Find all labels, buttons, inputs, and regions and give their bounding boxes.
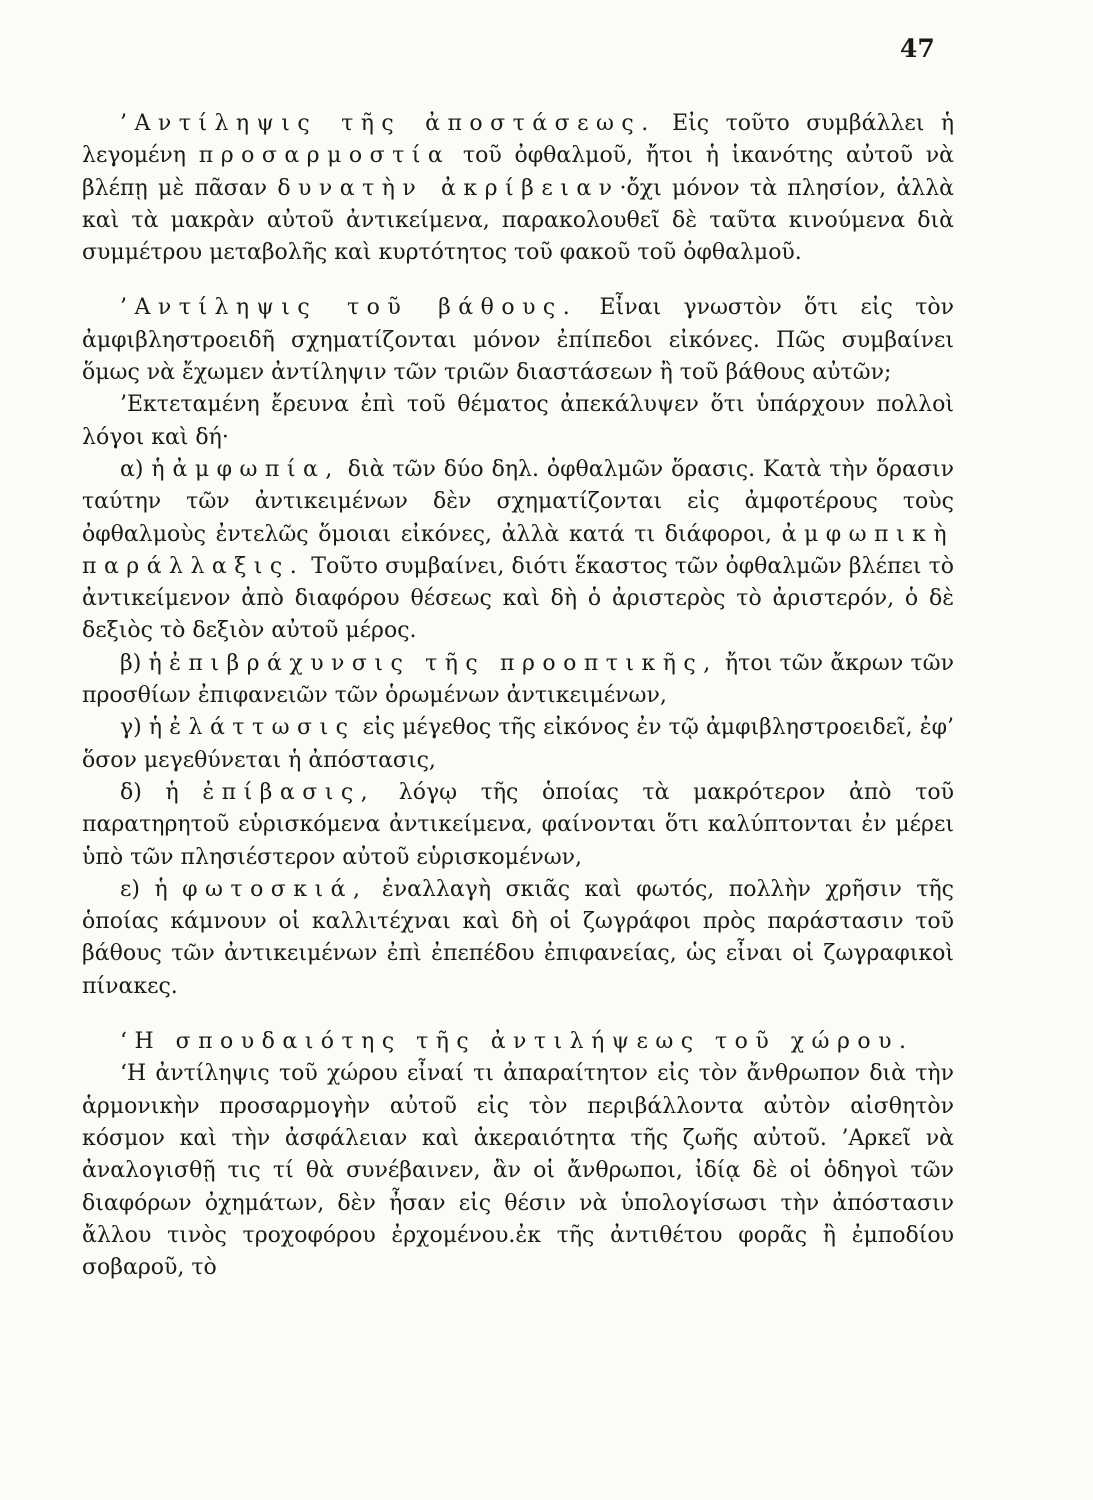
section-heading-importance	[82, 1026, 954, 1058]
text-run: ·ὄχι μόνον τὰ πλησίον, ἀλλὰ καὶ τὰ μακρὰν αὐτοῦ ἀντικείμενα, παρακολουθεῖ δὲ ταῦτα κινούμενα διὰ συμμέτρου μεταβολῆς καὶ κυρτότητος τοῦ φακοῦ τοῦ ὀφθαλμοῦ.	[82, 175, 954, 266]
emphasized-term: φωτοσκιά,	[182, 876, 368, 902]
text-run: λόγῳ τῆς ὁποίας τὰ μακρότερον ἀπὸ τοῦ παρατηρητοῦ εὑρισκόμενα ἀντικείμενα, φαίνονται ὅτι καλύπτονται ἐν μέρει ὑπὸ τῶν πλησιέστερον αὐτοῦ εὑρισκομένων,	[82, 779, 954, 870]
paragraph-depth	[82, 292, 954, 389]
section-heading-depth: ’Αντίληψις τοῦ βάθους.	[120, 295, 578, 321]
emphasized-term: ἐλάττωσις	[169, 715, 356, 741]
emphasized-term: ἀμφωπία,	[172, 456, 340, 482]
text-run: Τοῦτο συμβαίνει, διότι ἕκαστος τῶν ὀφθαλμῶν βλέπει τὸ ἀντικείμενον ἀπὸ διαφόρου θέσεως καὶ δὴ ὁ ἀριστερὸς τὸ ἀριστερόν, ὁ δὲ δεξιὸς τὸ δεξιὸν αὐτοῦ μέρος.	[82, 553, 954, 644]
paragraph-research: ’Εκτεταμένη ἔρευνα ἐπὶ τοῦ θέματος ἀπεκάλυψεν ὅτι ὑπάρχουν πολλοὶ λόγοι καὶ δή·	[82, 392, 954, 450]
text-run: τοῦ ὀφθαλμοῦ, ἤτοι ἡ ἱκανότης αὐτοῦ νὰ βλέπῃ μὲ πᾶσαν	[82, 143, 955, 201]
list-item-a	[82, 454, 954, 648]
item-prefix: β) ἡ	[120, 650, 170, 676]
paragraph-importance: ‘Η ἀντίληψις τοῦ χώρου εἶναί τι ἀπαραίτητον εἰς τὸν ἄνθρωπον διὰ τὴν ἁρμονικὴν προσαρμογὴν αὐτοῦ εἰς τὸν περιβάλλοντα αὐτὸν αἰσθητὸν κόσμον καὶ τὴν ἀσφάλειαν καὶ ἀκεραιότητα τῆς ζωῆς αὐτοῦ. ’Αρκεῖ νὰ ἀναλογισθῇ τις τί θὰ συνέβαινεν, ἂν οἱ ἄνθρωποι, ἰδίᾳ δὲ οἱ ὁδηγοὶ τῶν διαφόρων ὀχημάτων, δὲν ἦσαν εἰς θέσιν νὰ ὑπολογίσωσι τὴν ἀπόστασιν ἄλλου τινὸς τροχοφόρου ἐρχομένου.ἐκ τῆς ἀντιθέτου φορᾶς ἢ ἐμποδίου σοβαροῦ, τὸ	[82, 1061, 954, 1281]
list-item-e	[82, 874, 954, 1003]
list-item-d	[82, 777, 954, 874]
text-run: Εἶναι γνωστὸν ὅτι εἰς τὸν ἀμφιβληστροειδῆ σχηματίζονται μόνον ἐπίπεδοι εἰκόνες. Πῶς συμβαίνει ὅμως νὰ ἔχωμεν ἀντίληψιν τῶν τριῶν διαστάσεων ἢ τοῦ βάθους αὐτῶν;	[82, 295, 954, 386]
list-item-b	[82, 648, 954, 713]
text-run: Εἰς τοῦτο συμβάλλει ἡ λεγομένη	[82, 111, 954, 169]
text-run: ἐναλλαγὴ σκιᾶς καὶ φωτός, πολλὴν χρῆσιν τῆς ὁποίας κάμνουν οἱ καλλιτέχναι καὶ δὴ οἱ ζωγράφοι πρὸς παράστασιν τοῦ βάθους τῶν ἀντικειμένων ἐπὶ ἐπεπέδου ἐπιφανείας, ὡς εἶναι οἱ ζωγραφικοὶ πίνακες.	[82, 876, 954, 999]
emphasized-term: ἀμφωπικὴ παράλλαξις.	[82, 521, 954, 579]
section-heading-importance-text: ‘Η σπουδαιότης τῆς ἀντιλήψεως τοῦ χώρου.	[120, 1029, 914, 1055]
emphasized-term: ἐπίβασις,	[202, 779, 376, 805]
item-prefix: α) ἡ	[120, 456, 173, 482]
text-run: ἤτοι τῶν ἄκρων τῶν προσθίων ἐπιφανειῶν τῶν ὁρωμένων ἀντικειμένων,	[82, 650, 954, 709]
item-prefix: δ) ἡ	[120, 779, 203, 805]
emphasized-term: προσαρμοστία	[198, 143, 451, 169]
list-item-c	[82, 712, 954, 777]
text-run: διὰ τῶν δύο δηλ. ὀφθαλμῶν ὅρασις. Κατὰ τὴν ὅρασιν ταύτην τῶν ἀντικειμένων δὲν σχηματίζονται εἰς ἀμφοτέρους τοὺς ὀφθαλμοὺς ἐντελῶς ὅμοιαι εἰκόνες, ἀλλὰ κατά τι διάφοροι,	[82, 456, 954, 547]
emphasized-term: ἐπιβράχυνσις τῆς προοπτικῆς,	[169, 650, 718, 676]
page-number: 47	[900, 34, 935, 63]
emphasized-term: δυνατὴν ἀκρίβειαν	[277, 175, 620, 201]
text-run: εἰς μέγεθος τῆς εἰκόνος ἐν τῷ ἀμφιβληστροειδεῖ, ἐφ’ ὅσον μεγεθύνεται ἡ ἀπόστασις,	[82, 715, 954, 773]
item-prefix: γ) ἡ	[120, 715, 170, 741]
section-heading-distance: ’Αντίληψις τῆς ἀποστάσεως.	[120, 111, 656, 136]
paragraph-distance	[82, 108, 954, 269]
body-text	[82, 108, 954, 1284]
item-prefix: ε) ἡ	[120, 876, 183, 902]
